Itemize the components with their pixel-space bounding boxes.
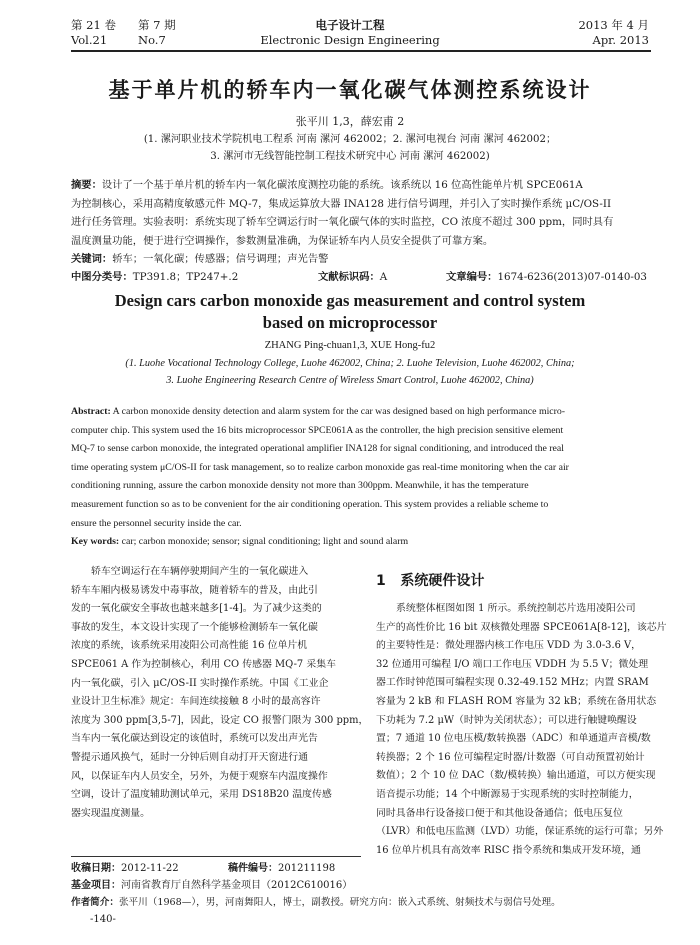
body-line: （LVR）和低电压监测（LVD）功能，保证系统的运行可靠；另外: [376, 826, 664, 838]
journal-name-cn: 电子设计工程: [315, 18, 385, 32]
issue-date-cn: 2013 年 4 月: [578, 18, 649, 32]
document-code: [318, 268, 387, 287]
body-line: 器实现温度测量。: [71, 807, 151, 819]
body-line: 同时具备串行设备接口便于和其他设备通信；低电压复位: [376, 807, 623, 819]
journal-name-en: Electronic Design Engineering: [260, 33, 440, 47]
paper-title-cn: 基于单片机的轿车内一氧化碳气体测控系统设计: [108, 78, 592, 102]
section-title: 系统硬件设计: [400, 573, 485, 589]
body-line: 警提示通风换气，延时一分钟后则自动打开天窗进行通: [71, 751, 309, 763]
article-number: [446, 268, 647, 287]
body-line: 风，以保证车内人员安全，另外，为便于观察车内温度操作: [71, 770, 328, 782]
volume-en: Vol.21: [71, 33, 108, 47]
fund-project: [71, 877, 352, 894]
abstract-cn-label: 摘要：: [71, 179, 102, 191]
body-line: 内一氧化碳，引入 μC/OS-II 实时操作系统。中国《工业企: [71, 677, 329, 689]
body-left-column: [71, 563, 369, 823]
body-right-column: [376, 600, 667, 860]
clc-number: [71, 268, 238, 287]
body-line: 生产的高性价比 16 bit 双核微处理器 SPCE061A[8-12]，该芯片: [376, 621, 667, 633]
manuscript-label: 稿件编号：: [228, 863, 278, 874]
body-line: 轿车车厢内极易诱发中毒事故，随着轿车的普及，由此引: [71, 584, 318, 596]
abstract-cn-line: 设计了一个基于单片机的轿车内一氧化碳浓度测控功能的系统。该系统以 16 位高性能单片机 SPCE061A: [101, 179, 583, 191]
abstract-en-line: A carbon monoxide density detection and alarm system for the car was designed based on high performance micro-: [112, 406, 566, 417]
body-line: 转换器；2 个 16 位可编程定时器/计数器（可自动预置初始计: [376, 751, 645, 763]
affiliation-en-line-1: (1. Luohe Vocational Technology College, Luohe 462002, China; 2. Luohe Television, Luohe 462002, China;: [125, 358, 575, 369]
body-line: 空调，设计了温度辅助测试单元，采用 DS18B20 温度传感: [71, 789, 332, 801]
body-line: 系统整体框图如图 1 所示。系统控制芯片选用凌阳公司: [396, 603, 636, 614]
abstract-en-line: MQ-7 to sense carbon monoxide, the integrated operational amplifier INA128 for signal conditioning, and introduced the real: [71, 443, 564, 455]
article-number-value: 1674-6236(2013)07-0140-03: [497, 271, 647, 283]
paper-title-en-line-1: Design cars carbon monoxide gas measurement and control system: [114, 291, 586, 310]
issue-date-en: Apr. 2013: [592, 33, 649, 47]
abstract-cn-line: 进行任务管理。实验表明：系统实现了轿车空调运行时一氧化碳气体的实时监控，CO 浓度不超过 300 ppm，同时具有: [71, 216, 614, 229]
author-bio-value: 张平川（1968—），男，河南舞阳人，博士，副教授。研究方向：嵌入式系统、射频技术与弱信号处理。: [118, 897, 561, 908]
abstract-cn: [71, 176, 651, 250]
author-bio: [71, 894, 561, 911]
body-line: 器工作时钟范围可编程实现 0.32-49.152 MHz；内置 SRAM: [376, 677, 649, 689]
body-line: SPCE061 A 作为控制核心，利用 CO 传感器 MQ-7 采集车: [71, 658, 336, 670]
abstract-en-line: ensure the personnel security inside the car.: [71, 517, 242, 529]
fund-label: 基金项目：: [71, 880, 121, 891]
abstract-en-line: computer chip. This system used the 16 bits microprocessor SPCE061A as the controller, the high precision sensitive element: [71, 424, 564, 436]
issue-cn: 第 7 期: [138, 18, 176, 32]
keywords-cn-label: 关键词：: [71, 253, 113, 265]
affiliation-cn-line-2: 3. 漯河市无线智能控制工程技术研究中心 河南 漯河 462002): [210, 151, 490, 162]
body-line: 浓度为 300 ppm[3,5-7]，因此，设定 CO 报警门限为 300 ppm，: [71, 714, 369, 726]
clc-label: 中图分类号：: [71, 271, 133, 283]
section-heading: [376, 570, 484, 590]
keywords-en-text: car; carbon monoxide; sensor; signal conditioning; light and sound alarm: [121, 536, 409, 547]
body-line: 业设计卫生标准》规定：车间连续接触 8 小时的最高容许: [71, 696, 321, 708]
abstract-cn-line: 温度测量功能，便于进行空调操作，参数测量准确，为保证轿车内人员安全提供了可靠方案。: [71, 234, 494, 247]
keywords-en-label: Key words:: [71, 536, 120, 547]
affiliation-cn-line-1: (1. 漯河职业技术学院机电工程系 河南 漯河 462002；2. 漯河电视台 河南 漯河 462002；: [143, 134, 557, 145]
document-code-value: A: [379, 271, 388, 283]
abstract-en-label: Abstract:: [71, 406, 111, 417]
clc-value: TP391.8；TP247+.2: [132, 271, 239, 283]
abstract-en: [71, 403, 651, 533]
received-date: [71, 860, 179, 877]
fund-value: 河南省教育厅自然科学基金项目（2012C610016）: [121, 880, 353, 891]
keywords-cn: [71, 250, 328, 269]
body-line: 下功耗为 7.2 μW（时钟为关闭状态）；可以进行触键唤醒设: [376, 714, 637, 726]
authors-en: ZHANG Ping-chuan1,3, XUE Hong-fu2: [264, 340, 436, 351]
issue-en: No.7: [138, 33, 166, 47]
abstract-en-line: measurement function so as to be convenient for the air conditioning operation. This system provides a reliable scheme to: [71, 498, 549, 510]
body-line: 32 位通用可编程 I/O 端口工作电压 VDDH 为 5.5 V；微处理: [376, 658, 649, 670]
body-line: 浓度的系统，该系统采用凌阳公司高性能 16 位单片机: [71, 640, 308, 652]
manuscript-value: 201211198: [278, 863, 336, 874]
abstract-en-line: conditioning running, assure the carbon monoxide density not more than 300ppm. Meanwhile, it has the temperature: [71, 480, 529, 492]
abstract-en-line: time operating system μC/OS-II for task management, so to realize carbon monoxide gas real-time monitoring when the car air: [71, 461, 569, 473]
body-line: 事故的发生，本文设计实现了一个能够检测轿车一氧化碳: [71, 621, 318, 633]
received-value: 2012-11-22: [121, 863, 179, 874]
keywords-cn-text: 轿车；一氧化碳；传感器；信号调理；声光告警: [112, 253, 329, 265]
page-number: -140-: [90, 914, 116, 925]
header-rule: [71, 50, 651, 52]
keywords-en: [71, 533, 408, 552]
received-label: 收稿日期：: [71, 863, 121, 874]
section-number: 1: [376, 573, 386, 589]
paper-title-en-line-2: based on microprocessor: [262, 313, 438, 332]
body-line: 发的一氧化碳安全事故也越来越多[1-4]。为了减少这类的: [71, 603, 322, 615]
volume-cn: 第 21 卷: [71, 18, 116, 32]
body-line: 容量为 2 kB 和 FLASH ROM 容量为 32 kB；系统在备用状态: [376, 695, 657, 707]
footnote-rule: [71, 856, 361, 857]
authors-cn: 张平川 1,3，薛宏甫 2: [295, 115, 405, 128]
body-line: 当车内一氧化碳达到设定的该值时，系统可以发出声光告: [71, 733, 318, 745]
manuscript-number: [228, 860, 335, 877]
abstract-cn-line: 为控制核心，采用高精度敏感元件 MQ-7，集成运算放大器 INA128 进行信号调理，并引入了实时操作系统 μC/OS-II: [71, 197, 612, 210]
author-bio-label: 作者简介：: [71, 897, 119, 908]
document-code-label: 文献标识码：: [318, 271, 380, 283]
affiliation-en-line-2: 3. Luohe Engineering Research Centre of Wireless Smart Control, Luohe 462002, China): [166, 375, 534, 386]
article-number-label: 文章编号：: [446, 271, 498, 283]
body-line: 语音提示功能；14 个中断源易于实现系统的实时控制能力，: [376, 788, 639, 800]
body-line: 的主要特性是：微处理器内核工作电压 VDD 为 3.0-3.6 V，: [376, 640, 642, 652]
body-line: 置；7 通道 10 位电压模/数转换器（ADC）和单通道声音模/数: [376, 733, 651, 745]
body-line: 轿车空调运行在车辆停驶期间产生的一氧化碳进入: [91, 566, 309, 577]
body-line: 16 位单片机具有高效率 RISC 指令系统和集成开发环境，通: [376, 844, 641, 856]
body-line: 数值）；2 个 10 位 DAC（数/模转换）输出通道，可以方便实现: [376, 770, 656, 782]
